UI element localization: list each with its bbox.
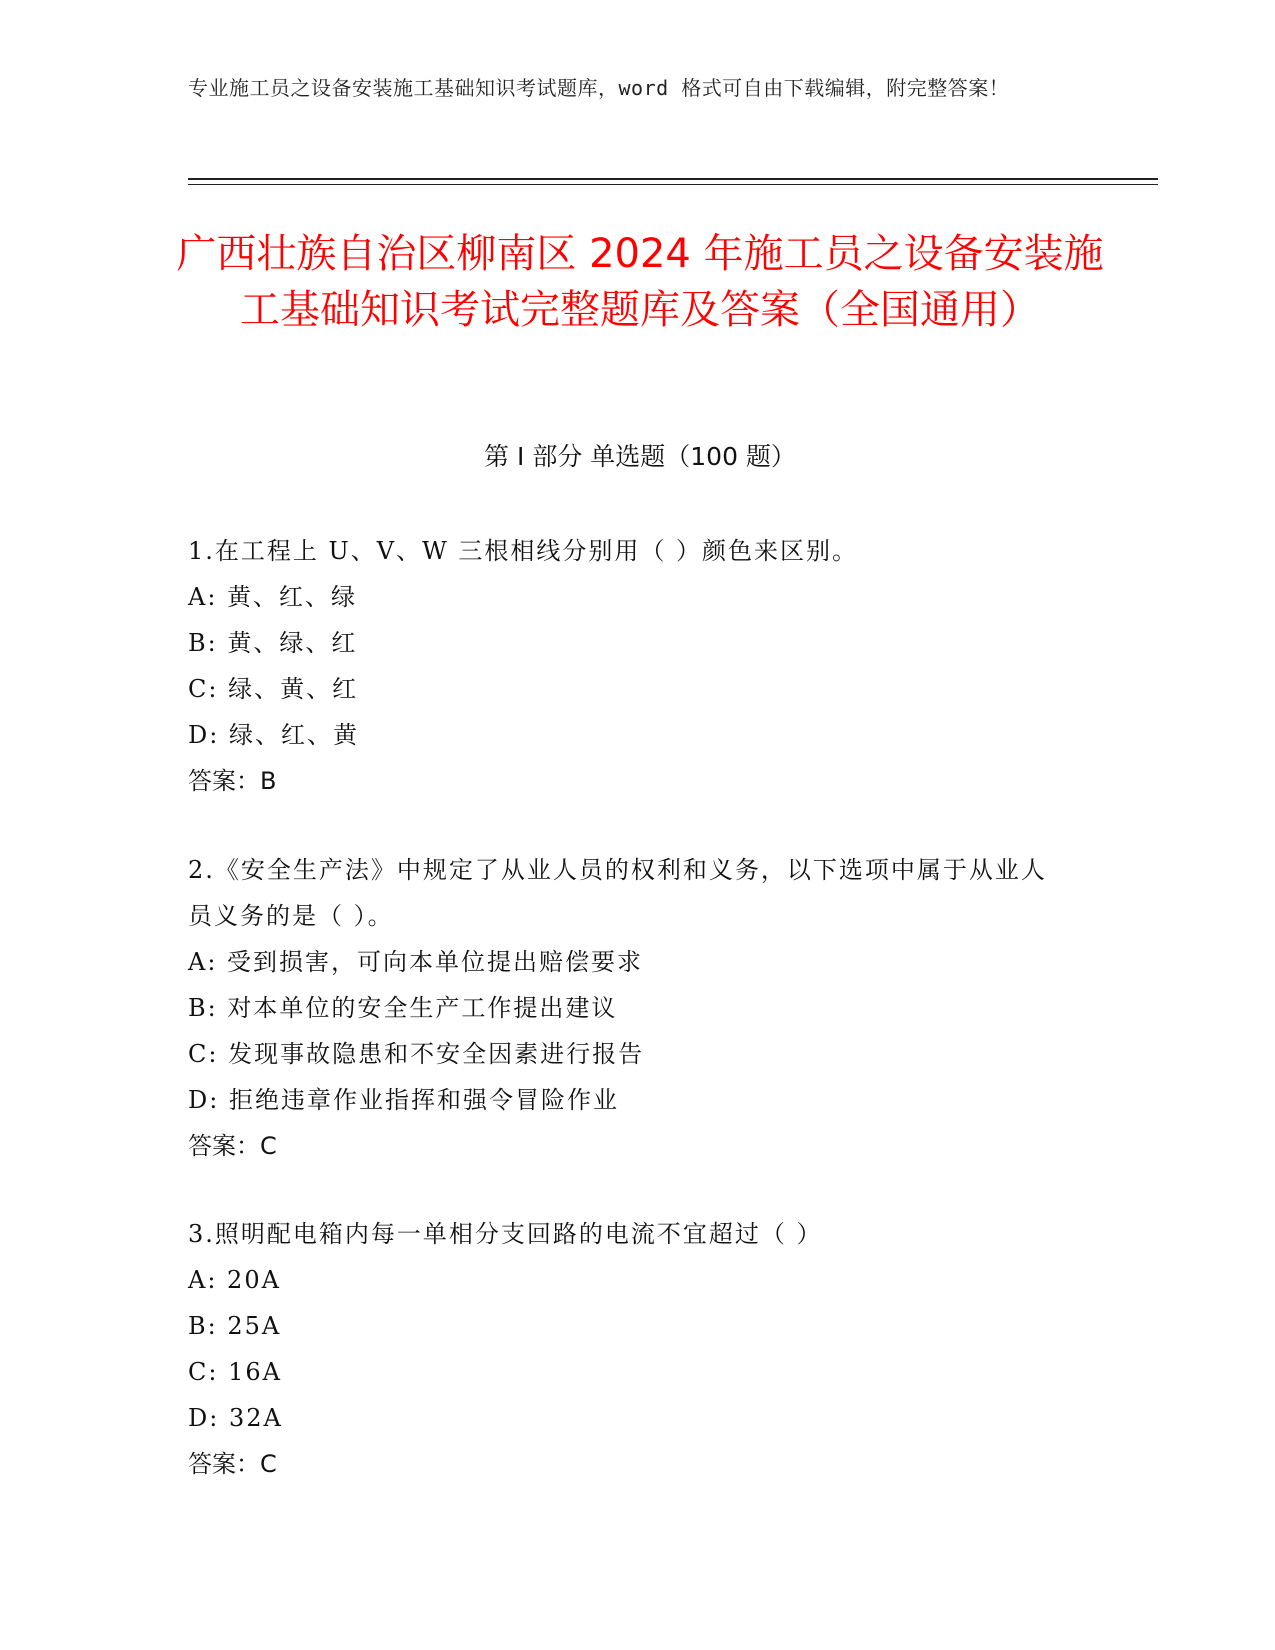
option-c: C: 绿、黄、红 — [188, 675, 359, 703]
question-1 — [188, 528, 1068, 804]
document-title: 广西壮族自治区柳南区 2024 年施工员之设备安装施工基础知识考试完整题库及答案（全国通用） — [176, 231, 1104, 333]
answer: 答案：C — [188, 1132, 277, 1160]
option-d: D: 绿、红、黄 — [188, 721, 359, 749]
header-divider-thick — [188, 178, 1158, 180]
question-stem: 3.照明配电箱内每一单相分支回路的电流不宜超过（ ） — [188, 1220, 823, 1248]
header-note: 专业施工员之设备安装施工基础知识考试题库，word 格式可自由下载编辑，附完整答案！ — [188, 76, 1010, 100]
option-d: D: 拒绝违章作业指挥和强令冒险作业 — [188, 1086, 619, 1114]
option-b: B: 黄、绿、红 — [188, 629, 358, 657]
option-c: C: 发现事故隐患和不安全因素进行报告 — [188, 1040, 645, 1068]
question-2 — [188, 847, 1068, 1169]
question-3 — [188, 1211, 1068, 1487]
option-a: A: 20A — [188, 1266, 281, 1294]
header-divider-thin — [188, 184, 1158, 185]
section-title: 第 I 部分 单选题（100 题） — [484, 442, 796, 471]
option-a: A: 黄、红、绿 — [188, 583, 358, 611]
answer: 答案：C — [188, 1450, 277, 1478]
answer: 答案：B — [188, 767, 277, 795]
option-c: C: 16A — [188, 1358, 282, 1386]
option-b: B: 对本单位的安全生产工作提出建议 — [188, 994, 618, 1022]
option-a: A: 受到损害，可向本单位提出赔偿要求 — [188, 948, 644, 976]
question-stem: 2.《安全生产法》中规定了从业人员的权利和义务，以下选项中属于从业人员义务的是（ ）。 — [188, 856, 1047, 930]
option-d: D: 32A — [188, 1404, 283, 1432]
question-stem: 1.在工程上 U、V、W 三根相线分别用（ ）颜色来区别。 — [188, 537, 859, 565]
option-b: B: 25A — [188, 1312, 282, 1340]
